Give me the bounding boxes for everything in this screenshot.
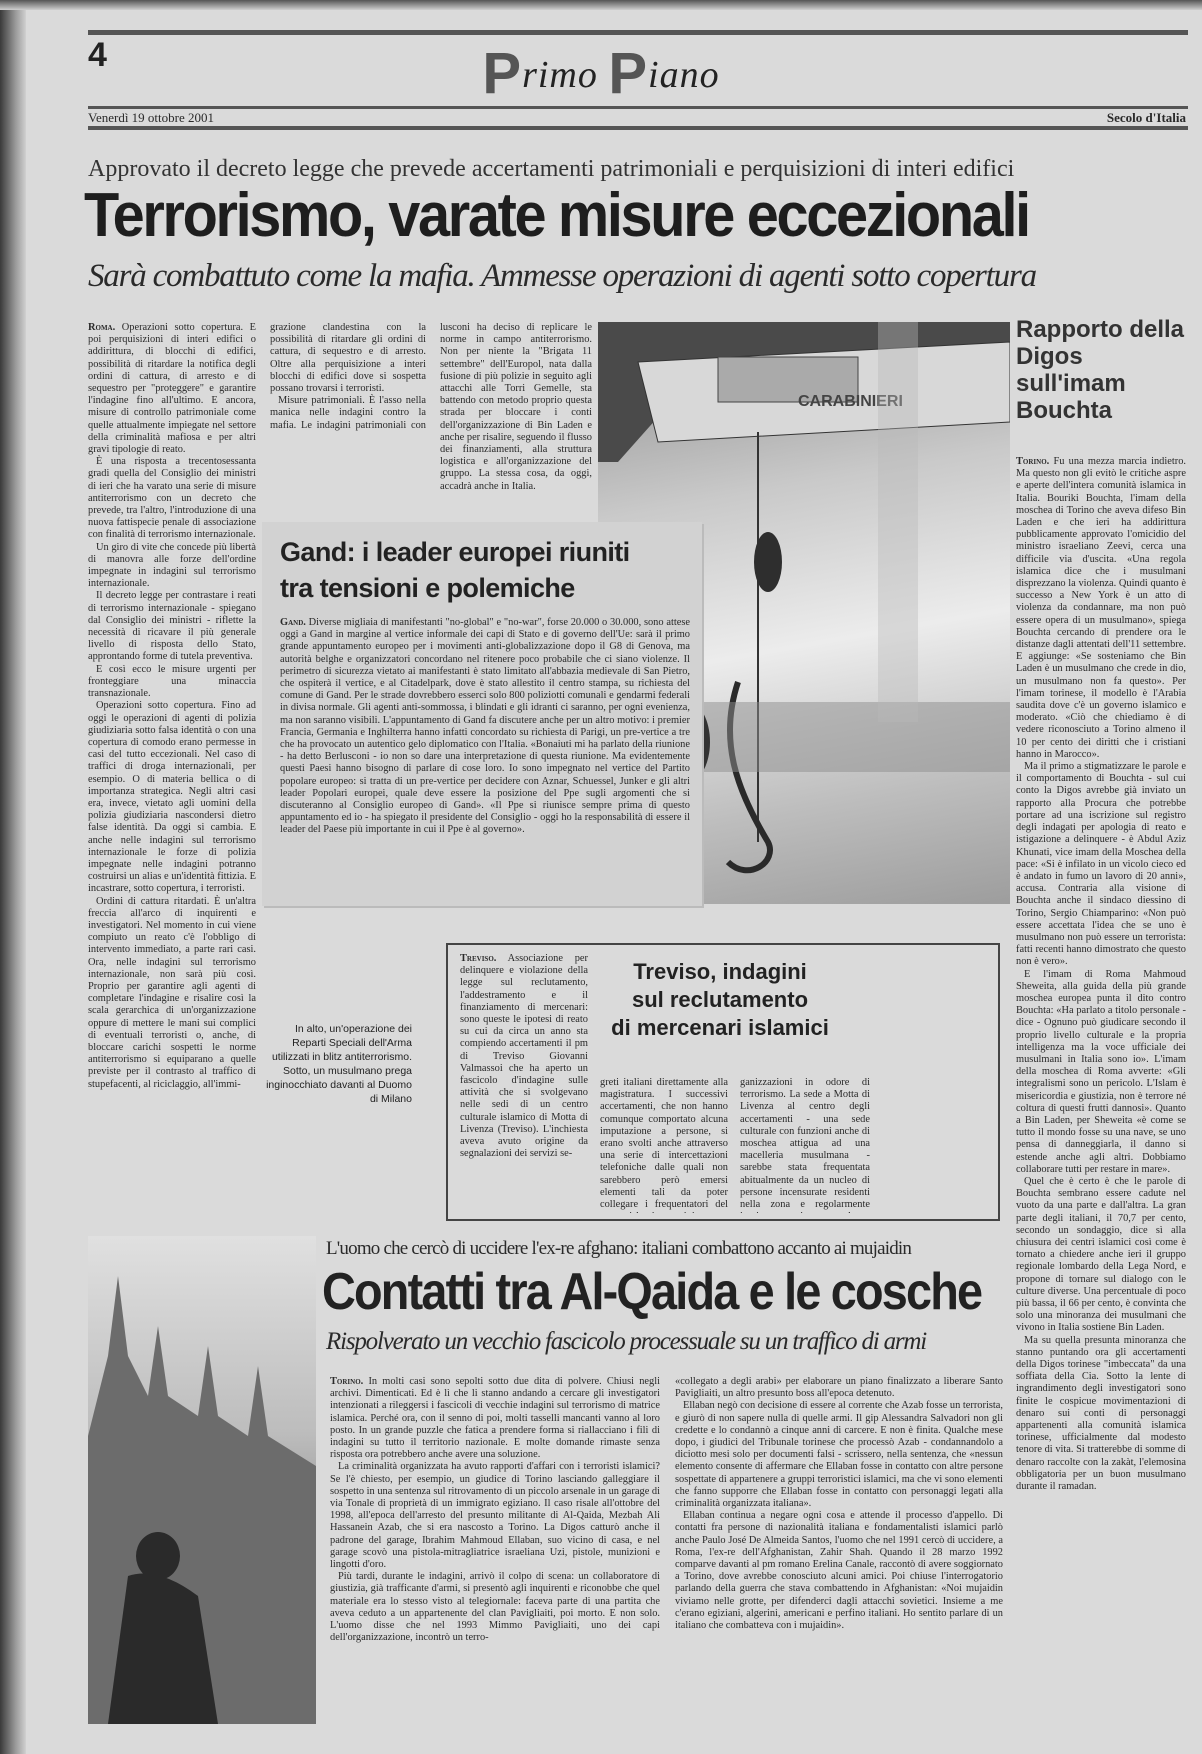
paragraph: [88, 322, 256, 456]
section-word-1: rimo: [522, 54, 609, 96]
newspaper-name: Secolo d'Italia: [1106, 110, 1186, 125]
digos-headline: Rapporto della Digos sull'imam Bouchta: [1016, 316, 1185, 424]
paragraph: Ellaban negò con decisione di essere al corrente che Azab fosse un terrorista, e giurò di non sapere nulla di quelle armi. Il gip Alessandra Salvadori non gli credette e lo condannò a cinque anni di carcere. E non è finita. Qualche mese dopo, i giudici del Tribunale torinese che processò Azab - condannandolo a diciotto mesi solo per documenti falsi - scrissero, nella sentenza, che «nessun elemento consente di affermare che Ellaban fosse in contatto con altre persone sospettate di appartenere a gruppi terroristici islamici, ma che vi sono elementi che fanno supporre che Ellaban fosse in contatto con personaggi legati alla criminalità organizzata italiana».: [675, 1400, 1003, 1510]
paragraph: greti italiani direttamente alla magistratura. I successivi accertamenti, che non hanno comunque comportato alcuna imputazione a persone, si erano svolti anche attraverso una serie di intercettazioni telefoniche dalle quali non sarebbero però emersi elementi tali da poter collegare i frequentatori del: [600, 1077, 728, 1211]
paragraph: Il decreto legge per contrastare i reati di terrorismo internazionale - spiegano dal Consiglio dei ministri - riflette la necessità di ricavare il più generale livello di risposta dello Stato, approntando forme di tutela preventiva.: [88, 590, 256, 663]
photo-caption: In alto, un'operazione dei Reparti Speciali dell'Arma utilizzati in blitz antiterrorismo. Sotto, un musulmano prega inginocchiato davanti al Duomo di Milano: [266, 1023, 412, 1105]
treviso-headline-line: di mercenari islamici: [611, 1015, 829, 1040]
section-cap-2: P: [608, 41, 649, 106]
paragraph: Ellaban continua a negare ogni cosa e attende il processo d'appello. Di contatti fra persone di nazionalità italiana e fondamentalisti islamici parlò anche Paulo José De Almeida Santos, l'uomo che nel 1991 cercò di uccidere, a Roma, l'ex-re dell'Afghanistan, Zahir Shah. Quando il 28 marzo 1992 comparve davanti al pm romano Erelina Canale, raccontò di avere soggiornato a Torino, dove avrebbe conosciuto alcuni amici. Poi chiuse l'interrogatorio parlando della guerra che stava combattendo in Afghanistan: «Noi mujaidin viviamo nelle grotte, per difenderci dagli attacchi sovietici. Insieme a me c'erano egiziani, algerini, americani e perfino italiani. Ho sentito parlare di un italiano che combatteva con i mujaidin».: [675, 1510, 1003, 1632]
paragraph: Misure patrimoniali. È l'asso nella manica nelle indagini contro la mafia. Le indagini patrimoniali con: [270, 395, 426, 431]
treviso-headline-line: sul reclutamento: [631, 987, 809, 1012]
treviso-column-1: [460, 953, 588, 1213]
paragraph: ganizzazioni in odore di terrorismo. La sede a Motta di Livenza al centro degli accertamenti - una sede culturale con funzioni anche di moschea attigua ad una macelleria musulmana - sarebbe stata frequentata abitualmente da un nucleo di persone incensurate residenti nella zona e regolarmente: [740, 1077, 870, 1211]
section-cap-1: P: [482, 41, 523, 106]
lead-column-3: [440, 322, 592, 512]
gand-headline-line: tra tensioni e polemiche: [280, 573, 575, 603]
lead-column-2: [270, 322, 426, 432]
paragraph: Ma su quella presunta minoranza che stanno puntando ora gli accertamenti della Digos torinese "imbeccata" da una soffiata della Cia. Sotto la lente di ingrandimento degli investigatori sono finite le cospicue movimentazioni di denaro sui conti di personaggi appartenenti alla comunità islamica torinese, ufficialmente dal modesto tenore di vita. Si tratterebbe di somme di denaro raccolte con la zakàt, l'elemosina obbligatoria per un buon musulmano durante il ramadan.: [1016, 1334, 1186, 1493]
paragraph-text: Operazioni sotto copertura. E poi perquisizioni di interi edifici o addirittura, di blocchi di edifici, possibilità di ritardare la notifica degli ordini di cattura, di arresto e di sequestro per "proteggere" e garantire l'indagine fino all'ultimo. E ancora, misure di controllo patrimoniale come quelle attualmente impiegate nel settore della criminalità mafiosa e per altri gravi tipologie di reato.: [88, 322, 256, 456]
paragraph: [330, 1376, 660, 1461]
paragraph: È una risposta a trecentosessanta gradi quella del Consiglio dei ministri di ieri che ha varato una serie di misure antiterrorismo con un decreto che prevede, tra l'altro, l'introduzione di una nuova fattispecie penale di associazione con finalità di terrorismo internazionale.: [88, 456, 256, 541]
alqaida-kicker: L'uomo che cercò di uccidere l'ex-re afghano: italiani combattono accanto ai mujaidin: [326, 1238, 912, 1259]
paragraph: Un giro di vite che concede più libertà di manovra alle forze dell'ordine impegnate in indagini sul terrorismo internazionale.: [88, 541, 256, 590]
treviso-column-2: [600, 1077, 728, 1213]
gand-headline: [280, 534, 630, 606]
paragraph: grazione clandestina con la possibilità di ritardare gli ordini di cattura, di sequestro e di arresto. Oltre alla perquisizione a interi blocchi di edifici dove si sospetta possano trovarsi i terroristi.: [270, 322, 426, 395]
alqaida-column-1: [330, 1376, 660, 1722]
paragraph-text: Diverse migliaia di manifestanti "no-global" e "no-war", forse 20.000 o 30.000, sono attese oggi a Gand in margine al vertice informale dei capi di Stato e di governo dell'Ue: sarà il primo grande appuntamento europeo per i movimenti anti-globalizzazione dopo il G8 di Genova, ma autorità belghe e organizzatori concordano nel ritenere poco probabile che ci siano violenze. Il perimetro di sicurezza vietato ai manifestanti è stato limitato all'abbazia medievale di San Pietro, che ospiterà il vertice, e al Citadelpark, dove è stato allestito il centro stampa, su richiesta del comune di Gand. Per le strade dovrebbero esserci solo 800 poliziotti comunali e gendarmi federali in divisa normale. Gli agenti anti-sommossa, i blindati e gli idranti ci saranno, per ogni evenienza, ma non saranno visibili. L'appuntamento di Gand fa discutere anche per un altro motivo: i premier Francia, Germania e Inghilterra hanno infatti concordato su richiesta di Parigi, un pre-vertice a tre che ha provocato un autentico gelo diplomatico con l'Italia. «Bonaiuti mi ha parlato della riunione - ha detto Berlusconi - io non so dare una interpretazione di questa riunione. Ma evidentemente questi Paesi hanno bisogno di parlare di cose loro. Io sono impegnato nel vertice del Partito popolare europeo: si tratta di un pre-vertice per decidere con Aznar, Schuessel, Junker e gli altri leader Popolari europei, quale deve essere la posizione del Ppe sugli argomenti che si discuteranno al Consiglio europeo di Gand». «Il Ppe si riunisce sempre prima di questo appuntamento ed io - ha spiegato il presidente del Consiglio - oggi ho la responsabilità di essere il leader del Paese più importante in cui il Ppe è al governo».: [280, 617, 690, 836]
alqaida-column-2: [675, 1376, 1003, 1722]
treviso-headline-line: Treviso, indagini: [633, 959, 807, 984]
top-border: [0, 0, 1202, 10]
dateline: Treviso.: [460, 953, 497, 964]
section-title: [0, 40, 1202, 107]
masthead-top-rule: [88, 30, 1188, 35]
duomo-photo-illustration: [88, 1236, 316, 1724]
issue-date: Venerdì 19 ottobre 2001: [88, 110, 215, 125]
paragraph: Ma il primo a stigmatizzare le parole e il comportamento di Bouchta - sul cui conto la Digos avrebbe già inviato un rapporto alla Procura che potrebbe portare ad una iscrizione sul registro degli indagati per apologia di reato e istigazione a delinquere - è Abdul Aziz Khunati, vice imam della Moschea della pace: «Si è infilato in un vicolo cieco ed è andato in fumo un lavoro di 20 anni», accusa. Contraria alla visione di Bouchta anche il sindaco diessino di Torino, Sergio Chiamparino: «Non può essere accettata l'idea che se uno è musulmano non può essere un terrorista: fatti recenti hanno dimostrato che questo non è vero».: [1016, 761, 1186, 968]
paragraph-text: Associazione per delinquere e violazione della legge sul reclutamento, l'addestramento e il finanziamento di mercenari: sono queste le ipotesi di reato su cui da circa un anno sta compiendo accertamenti il pm di Treviso Giovanni Valmassoi che ha aperto un fascicolo d'indagine sulle attività che si svolgevano nelle sedi di un centro culturale islamico di Motta di Livenza (Treviso). L'inchiesta aveva avuto origine da segnalazioni dei servizi se-: [460, 953, 588, 1160]
gand-headline-line: Gand: i leader europei riuniti: [280, 537, 630, 567]
paragraph: Ordini di cattura ritardati. È un'altra freccia all'arco di inquirenti e investigatori. Nel momento in cui viene compiuto un reato c'è l'obbligo di intervento immediato, a parte rari casi. Ora, nelle indagini sul terrorismo internazionale, non sarà più così. Proprio per garantire agli agenti di completare l'indagine e risalire così la scala gerarchica di un'organizzazione oppure di mettere le mani sui complici di eventuali terroristi o, anche, di bloccare carichi sospetti le norme antiterrorismo si equiparano a quelle previste per il contrasto al traffico di stupefacenti, al riciclaggio, all'immi-: [88, 895, 256, 1090]
paragraph: Più tardi, durante le indagini, arrivò il colpo di scena: un collaboratore di giustizia, già trafficante d'armi, si presentò agli inquirenti e riconobbe che quel materiale era lo stesso visto al telegiornale: faceva parte di una partita che aveva ceduto a un appartenente del clan Pavigliaiti, poi morto. E non solo. L'uomo disse che nel 1993 Mimmo Pavigliaiti, uno dei capi dell'organizzazione, incontrò un terro-: [330, 1571, 660, 1644]
paragraph: Operazioni sotto copertura. Fino ad oggi le operazioni di agenti di polizia giudiziaria sotto falsa identità o con una copertura di comodo erano permesse in casi del tutto eccezionali. Nel caso di traffici di droga internazionali, per esempio. O di materia bellica o di importanza strategica. Negli altri casi era, invece, vietato agli uomini della polizia giudiziaria nascondersi dietro false identità. Da oggi si cambia. E anche nelle indagini sul terrorismo internazionale le forze di polizia impegnate nelle indagini potranno costruirsi un alias e un'identità fittizia. E incastrare, sotto copertura, i terroristi.: [88, 700, 256, 895]
masthead-rule: [88, 106, 1188, 109]
photo-lettering: CARABINIERI: [798, 393, 903, 410]
treviso-headline: [590, 958, 850, 1042]
paragraph: «collegato a degli arabi» per elaborare un piano finalizzato a liberare Santo Pavigliaiti, un altro presunto boss all'epoca detenuto.: [675, 1376, 1003, 1400]
lead-deck: Sarà combattuto come la mafia. Ammesse operazioni di agenti sotto copertura: [88, 258, 1036, 294]
paragraph: [460, 953, 588, 1160]
paragraph: [1016, 456, 1186, 761]
gand-body: [280, 617, 690, 897]
digos-body: [1016, 456, 1186, 1646]
alqaida-deck: Rispolverato un vecchio fascicolo processuale su un traffico di armi: [326, 1328, 927, 1355]
lead-headline: Terrorismo, varate misure eccezionali: [84, 181, 1029, 250]
section-word-2: iano: [648, 54, 720, 96]
dateline: Torino.: [1016, 456, 1050, 467]
paragraph-text: In molti casi sono sepolti sotto due dita di polvere. Chiusi negli archivi. Dimenticati. Ed è lì che li stanno andando a cercare gli investigatori intenzionati a rileggersi i fascicoli di vecchie indagini sul terrorismo di matrice islamica. Perché ora, con il senno di poi, molti tasselli mancanti vanno al loro posto. In un grande puzzle che fatica a prendere forma si riallacciano i fili di indagini su tutto il territorio nazionale. E molte domande rimaste senza risposta ora potrebbero anche avere una soluzione.: [330, 1376, 660, 1461]
treviso-column-3: [740, 1077, 870, 1213]
lead-kicker: Approvato il decreto legge che prevede accertamenti patrimoniali e perquisizioni di interi edifici: [88, 156, 1015, 182]
paragraph: [280, 617, 690, 837]
page-edge-shadow: [0, 0, 26, 1754]
alqaida-headline: Contatti tra Al-Qaida e le cosche: [322, 1263, 982, 1321]
paragraph: lusconi ha deciso di replicare le norme in campo antiterrorismo. Non per niente la "Brigata 11 settembre" dell'Europol, nata dalla fusione di più polizie in seguito agli attacchi alle Torri Gemelle, sta battendo con metodo proprio questa strada per bloccare i conti dell'organizzazione di Bin Laden e anche per risalire, seguendo il flusso dei finanziamenti, alla struttura logistica e all'organizzazione del gruppo. La stessa cosa, da oggi, accadrà anche in Italia.: [440, 322, 592, 492]
dateline: Gand.: [280, 617, 306, 628]
paragraph: E l'imam di Roma Mahmoud Sheweita, alla guida della più grande moschea europea punta il dito contro Bouchta: «Ha parlato a titolo personale - dice - Ognuno può giudicare secondo il proprio livello culturale e la propria intelligenza ma la voce ufficiale dei musulmani in Italia sono io». L'imam della moschea di Roma avverte: «Gli integralismi sono un pericolo. L'Islam è misericordia e giustizia, non è terrore né coltura di questi frutti dannosi». Quanto a Bin Laden, per Sheweita «è come se tutto il mondo fosse su una nave, se uno pensa di danneggiarla, il danno si estende anche agli altri. Dobbiamo collaborare tutti per restare in mare».: [1016, 968, 1186, 1175]
paragraph: La criminalità organizzata ha avuto rapporti d'affari con i terroristi islamici? Se l'è chiesto, per esempio, un giudice di Torino lasciando galleggiare il sospetto in una sentenza sul ritrovamento di un piccolo arsenale in un garage di via Tonale di proprietà di un immigrato egiziano. Il caso risale all'ottobre del 1998, all'epoca dell'arresto del presunto militante di Al-Qaida, Mezbah Ali Hassanein Azab, che si era nascosto a Torino. La Digos catturò anche il padrone del garage, Ibrahim Mahmoud Ellaban, suo vicino di casa, e nel garage scovò una pistola-mitragliatrice israeliana Uzi, pistole, munizioni e lingotti d'oro.: [330, 1461, 660, 1571]
paragraph: E così ecco le misure urgenti per fronteggiare una minaccia transnazionale.: [88, 663, 256, 700]
paragraph: Quel che è certo è che le parole di Bouchta sembrano essere cadute nel vuoto da una parte e dall'altra. La gran parte degli italiani, il 70,7 per cento, secondo un sondaggio, dice sì alla chiusura dei centri islamici così come è tornato a chiedere anche ieri il gruppo regionale lombardo della Lega Nord, e propone di tornare sul dialogo con le culture diverse. Una percentuale di poco più bassa, il 66 per cento, è convinta che solo una minoranza dei musulmani che vivono in Italia sostiene Bin Laden.: [1016, 1175, 1186, 1334]
page-number: 4: [88, 36, 107, 74]
lead-column-1: [88, 322, 256, 1102]
masthead-bottom-rule: [88, 126, 1188, 130]
paragraph-text: Fu una mezza marcia indietro. Ma questo non gli evitò le critiche aspre e aperte dell'intera comunità islamica in Italia. Bouriki Bouchta, l'imam della moschea di Torino che aveva difeso Bin Laden e che ieri ha addirittura pubblicamente approvato l'omicidio del ministro israeliano Zeevi, cerca una difficile via d'uscita. «Una regola islamica dice che i musulmani disprezzano la violenza. Quindi quanto è successo a New York è un atto di violenza da condannare, ma non può essere opera di un musulmano», spiega Bouchta cercando di prendere ora le distanze dagli attentati dell'11 settembre. E aggiunge: «Se sosteniamo che Bin Laden è un musulmano che crede in dio, un musulmano non fa questo». Per l'imam torinese, il modello è l'Arabia saudita dove c'è un governo islamico e moderato. «Ciò che chiediamo è di vedere riconosciuto a Torino almeno il 10 per cento dei diritti che i cristiani hanno in Marocco».: [1016, 456, 1186, 760]
duomo-photo: [88, 1236, 316, 1724]
dateline: Roma.: [88, 322, 116, 333]
dateline: Torino.: [330, 1376, 364, 1387]
